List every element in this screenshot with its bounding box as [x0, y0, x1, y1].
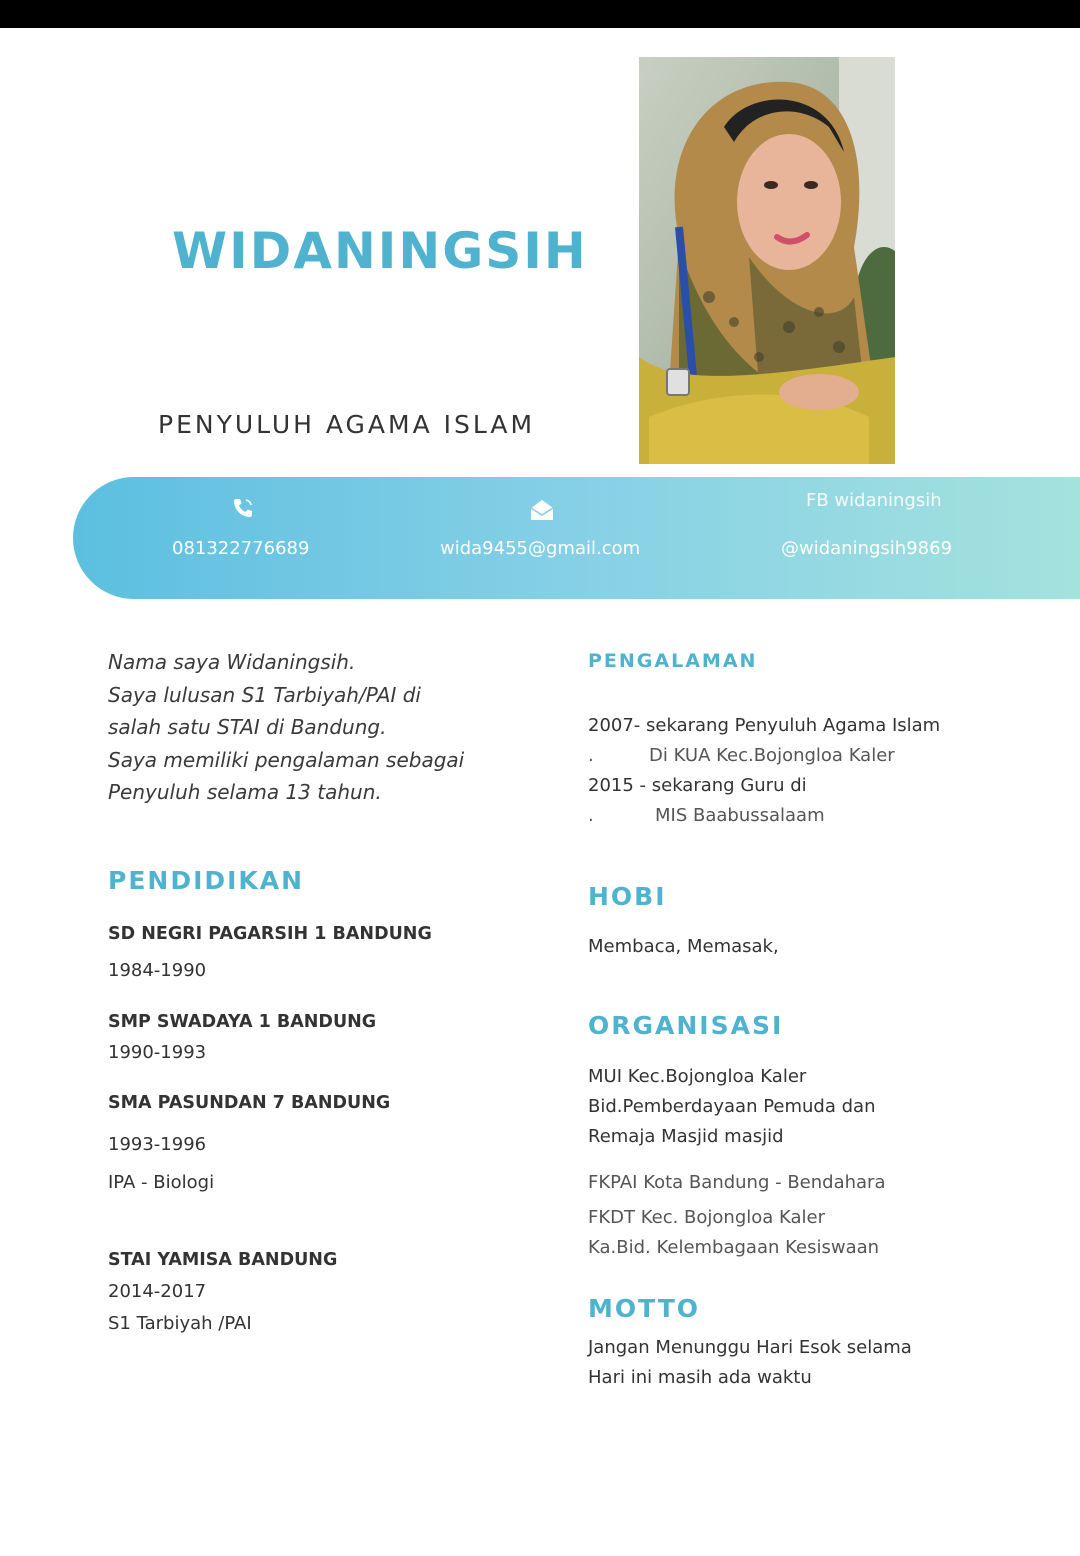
organization-line: Remaja Masjid masjid [588, 1126, 784, 1147]
social-handle[interactable]: @widaningsih9869 [781, 538, 953, 559]
email-address[interactable]: wida9455@gmail.com [440, 538, 641, 559]
school-years-sma: 1993-1996 [108, 1134, 207, 1155]
experience-1-title: 2007- sekarang Penyuluh Agama Islam [588, 715, 941, 736]
experience-1-bullet: . [588, 745, 594, 766]
phone-number[interactable]: 081322776689 [172, 538, 310, 559]
about-line: Saya lulusan S1 Tarbiyah/PAI di [108, 682, 421, 707]
hobby-text: Membaca, Memasak, [588, 936, 779, 957]
resume-name: WIDANINGSIH [172, 222, 588, 280]
organization-line: Bid.Pemberdayaan Pemuda dan [588, 1096, 876, 1117]
section-title-pengalaman: PENGALAMAN [588, 650, 758, 672]
experience-1-place: Di KUA Kec.Bojongloa Kaler [649, 745, 895, 766]
section-title-hobi: HOBI [588, 882, 667, 911]
section-title-pendidikan: PENDIDIKAN [108, 866, 305, 895]
experience-2-bullet: . [588, 805, 594, 826]
portrait-photo [639, 57, 895, 464]
about-line: Saya memiliki pengalaman sebagai [108, 747, 465, 772]
about-line: salah satu STAI di Bandung. [108, 715, 387, 739]
school-name-smp: SMP SWADAYA 1 BANDUNG [108, 1012, 377, 1032]
status-bar [0, 0, 1080, 28]
school-major-sma: IPA - Biologi [108, 1172, 215, 1193]
facebook-label: FB widaningsih [806, 490, 942, 511]
organization-line: FKDT Kec. Bojongloa Kaler [588, 1207, 826, 1228]
experience-2-place: MIS Baabussalaam [655, 805, 825, 826]
motto-line: Hari ini masih ada waktu [588, 1367, 812, 1388]
school-years-sd: 1984-1990 [108, 960, 207, 981]
motto-line: Jangan Menunggu Hari Esok selama [588, 1337, 912, 1358]
organization-line: Ka.Bid. Kelembagaan Kesiswaan [588, 1237, 880, 1258]
school-name-stai: STAI YAMISA BANDUNG [108, 1250, 338, 1270]
school-degree-stai: S1 Tarbiyah /PAI [108, 1313, 252, 1334]
email-icon [529, 498, 555, 522]
organization-line: MUI Kec.Bojongloa Kaler [588, 1066, 807, 1087]
organization-line: FKPAI Kota Bandung - Bendahara [588, 1172, 886, 1193]
school-years-stai: 2014-2017 [108, 1281, 207, 1302]
section-title-motto: MOTTO [588, 1294, 701, 1323]
school-years-smp: 1990-1993 [108, 1042, 207, 1063]
about-paragraph [108, 646, 528, 809]
about-line: Penyuluh selama 13 tahun. [108, 780, 382, 804]
about-line: Nama saya Widaningsih. [108, 650, 356, 674]
experience-2-title: 2015 - sekarang Guru di [588, 775, 807, 796]
section-title-organisasi: ORGANISASI [588, 1011, 784, 1040]
resume-role: PENYULUH AGAMA ISLAM [158, 410, 536, 439]
school-name-sma: SMA PASUNDAN 7 BANDUNG [108, 1093, 391, 1113]
school-name-sd: SD NEGRI PAGARSIH 1 BANDUNG [108, 924, 432, 944]
phone-icon [231, 496, 255, 520]
